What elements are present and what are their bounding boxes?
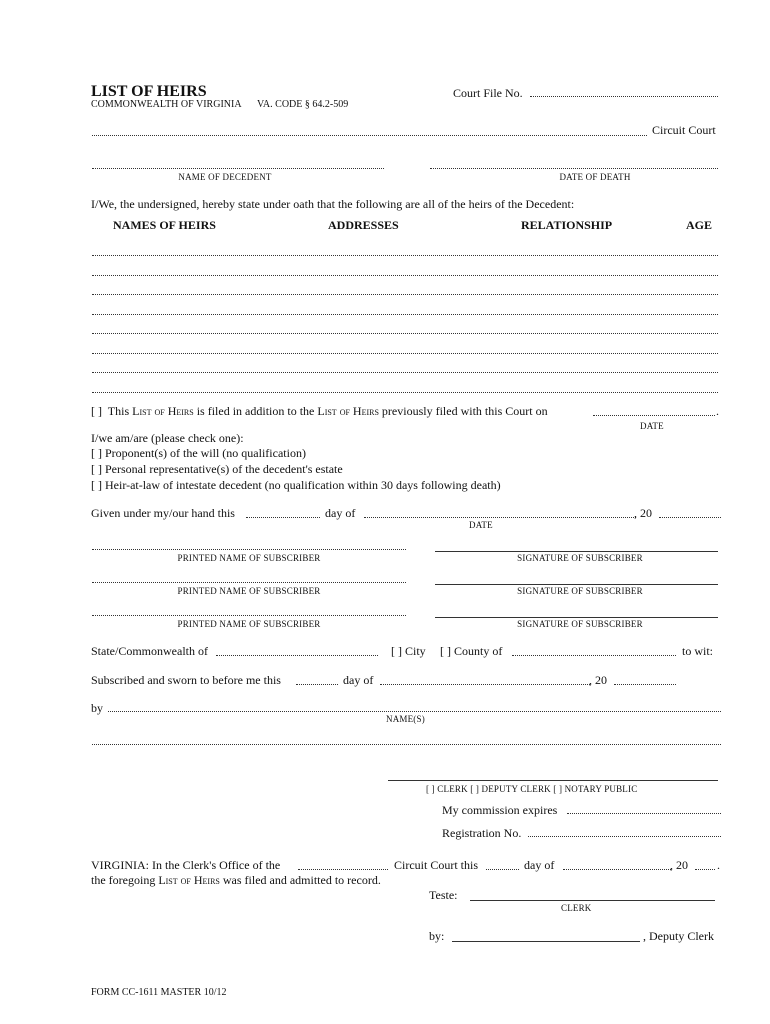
commonwealth-label: COMMONWEALTH OF VIRGINIA	[91, 99, 242, 110]
city-checkbox[interactable]: [ ] City	[391, 644, 426, 658]
col-age: AGE	[686, 218, 713, 232]
deputy-by-label: by:	[429, 929, 445, 943]
deputy-clerk-label: , Deputy Clerk	[643, 929, 714, 943]
signature-caption: SIGNATURE OF SUBSCRIBER	[517, 619, 643, 629]
circuit-court-field[interactable]	[92, 135, 647, 136]
commission-expires-field[interactable]	[567, 813, 721, 814]
officer-signature-field[interactable]	[388, 780, 718, 781]
clerk-office-line1-a: VIRGINIA: In the Clerk's Office of the	[91, 858, 281, 872]
heir-row-line[interactable]	[92, 294, 718, 295]
oath-statement: I/We, the undersigned, hereby state under oath that the following are all of the heirs of the Decedent:	[91, 197, 575, 211]
state-field[interactable]	[216, 655, 378, 656]
date-of-death-caption: DATE OF DEATH	[559, 172, 631, 182]
col-names-of-heirs: NAMES OF HEIRS	[113, 218, 216, 232]
officer-type-options[interactable]: [ ] CLERK [ ] DEPUTY CLERK [ ] NOTARY PUBLIC	[426, 784, 638, 794]
signature-caption: SIGNATURE OF SUBSCRIBER	[517, 586, 643, 596]
given-year-field[interactable]	[659, 517, 721, 518]
printed-name-field[interactable]	[92, 549, 406, 550]
period: .	[716, 404, 719, 418]
signature-field[interactable]	[435, 551, 718, 552]
names-caption: NAME(S)	[386, 714, 425, 724]
by-label: by	[91, 701, 103, 715]
court-file-label: Court File No.	[453, 86, 523, 100]
additional-filing-checkbox[interactable]: [ ]	[91, 404, 102, 418]
printed-name-caption: PRINTED NAME OF SUBSCRIBER	[177, 586, 321, 596]
clerk-office-line1-c: day of	[524, 858, 555, 872]
date-of-death-field[interactable]	[430, 168, 718, 169]
form-title: LIST OF HEIRS	[91, 83, 207, 100]
clerk-office-line2: the foregoing List of Heirs was filed and admitted to record.	[91, 873, 381, 887]
clerk-office-line1-b: Circuit Court this	[394, 858, 478, 872]
sworn-day-field[interactable]	[296, 684, 338, 685]
sworn-year-field[interactable]	[614, 684, 676, 685]
heir-row-line[interactable]	[92, 275, 718, 276]
given-year-prefix: , 20	[634, 506, 652, 520]
capacity-option-heir-at-law[interactable]: [ ] Heir-at-law of intestate decedent (no qualification within 30 days following death)	[91, 478, 501, 492]
signature-caption: SIGNATURE OF SUBSCRIBER	[517, 553, 643, 563]
previous-filing-date-caption: DATE	[640, 421, 664, 431]
county-field[interactable]	[512, 655, 676, 656]
heir-row-line[interactable]	[92, 392, 718, 393]
printed-name-field[interactable]	[92, 582, 406, 583]
capacity-option-proponent[interactable]: [ ] Proponent(s) of the will (no qualification)	[91, 446, 306, 460]
to-wit-label: to wit:	[682, 644, 714, 658]
clerk-court-field[interactable]	[298, 869, 388, 870]
sworn-year-prefix: , 20	[589, 673, 607, 687]
va-code-label: VA. CODE § 64.2-509	[257, 99, 349, 110]
registration-no-label: Registration No.	[442, 826, 522, 840]
signature-field[interactable]	[435, 584, 718, 585]
printed-name-field[interactable]	[92, 615, 406, 616]
heir-row-line[interactable]	[92, 314, 718, 315]
by-names-field[interactable]	[108, 711, 721, 712]
clerk-signature-field[interactable]	[470, 900, 715, 901]
period: .	[717, 858, 720, 872]
signature-field[interactable]	[435, 617, 718, 618]
given-month-field[interactable]	[364, 517, 636, 518]
given-date-caption: DATE	[469, 520, 493, 530]
state-label: State/Commonwealth of	[91, 644, 208, 658]
decedent-name-field[interactable]	[92, 168, 384, 169]
sworn-day-of-label: day of	[343, 673, 374, 687]
registration-no-field[interactable]	[528, 836, 721, 837]
sworn-month-field[interactable]	[380, 684, 590, 685]
printed-name-caption: PRINTED NAME OF SUBSCRIBER	[177, 619, 321, 629]
col-relationship: RELATIONSHIP	[521, 218, 613, 232]
heir-row-line[interactable]	[92, 372, 718, 373]
additional-filing-text: [ ] This List of Heirs is filed in addition to the List of Heirs previously filed with this Court on	[91, 404, 548, 418]
county-checkbox[interactable]: [ ] County of	[440, 644, 503, 658]
given-day-field[interactable]	[246, 517, 320, 518]
clerk-year-field[interactable]	[695, 869, 715, 870]
heir-row-line[interactable]	[92, 255, 718, 256]
teste-label: Teste:	[429, 888, 458, 902]
commission-expires-label: My commission expires	[442, 803, 558, 817]
printed-name-caption: PRINTED NAME OF SUBSCRIBER	[177, 553, 321, 563]
heir-row-line[interactable]	[92, 353, 718, 354]
by-names-field-2[interactable]	[92, 744, 721, 745]
court-file-field[interactable]	[530, 96, 718, 97]
form-id: FORM CC-1611 MASTER 10/12	[91, 987, 227, 998]
previous-filing-date-field[interactable]	[593, 415, 715, 416]
clerk-month-field[interactable]	[563, 869, 671, 870]
col-addresses: ADDRESSES	[328, 218, 399, 232]
given-under-hand-label: Given under my/our hand this	[91, 506, 235, 520]
circuit-court-label: Circuit Court	[652, 123, 716, 137]
capacity-option-personal-rep[interactable]: [ ] Personal representative(s) of the decedent's estate	[91, 462, 343, 476]
clerk-day-field[interactable]	[486, 869, 519, 870]
clerk-office-line1-d: , 20	[670, 858, 688, 872]
sworn-label: Subscribed and sworn to before me this	[91, 673, 281, 687]
given-day-of-label: day of	[325, 506, 356, 520]
capacity-prompt: I/we am/are (please check one):	[91, 431, 244, 445]
heir-row-line[interactable]	[92, 333, 718, 334]
clerk-caption: CLERK	[561, 903, 592, 913]
deputy-clerk-field[interactable]	[452, 941, 640, 942]
decedent-name-caption: NAME OF DECEDENT	[178, 172, 272, 182]
